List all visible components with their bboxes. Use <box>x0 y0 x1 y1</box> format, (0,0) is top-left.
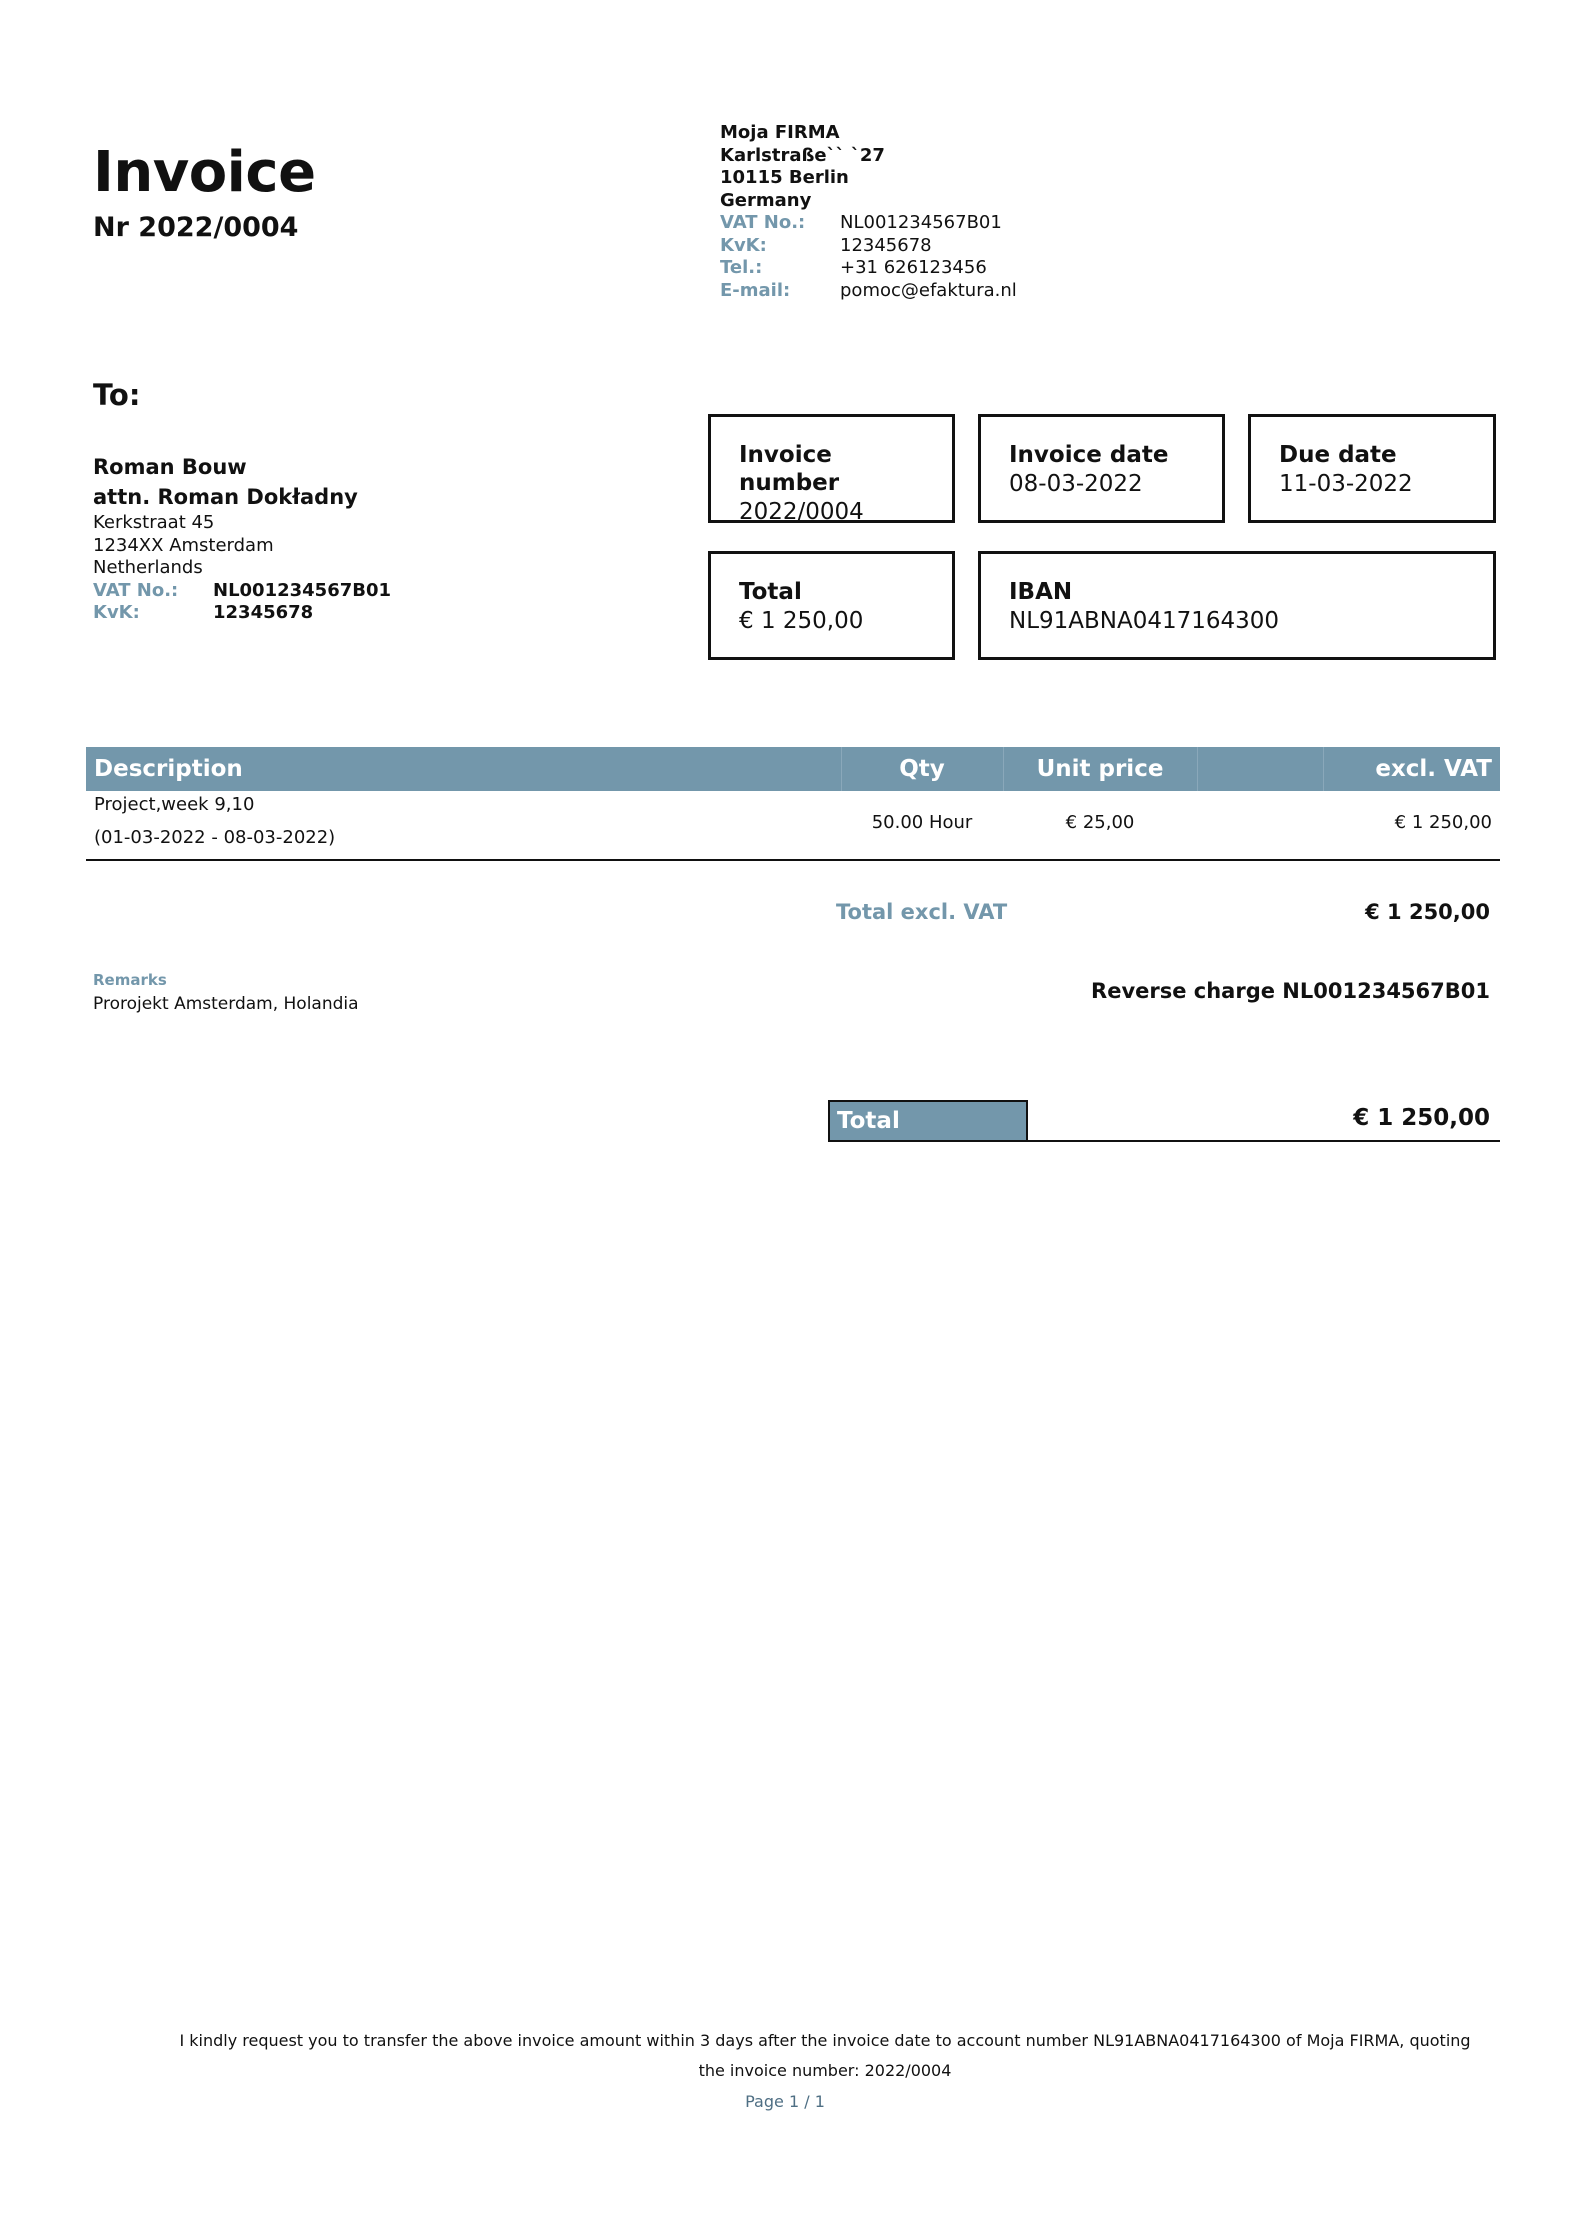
total-excl-vat-label: Total excl. VAT <box>836 900 1008 924</box>
client-street: Kerkstraat 45 <box>93 512 215 533</box>
invoice-number-label: Invoice number <box>739 442 840 496</box>
iban-value: NL91ABNA0417164300 <box>1009 608 1280 634</box>
header-excl-vat: excl. VAT <box>1375 756 1492 782</box>
table-row <box>86 791 1500 861</box>
header-separator <box>1197 747 1198 791</box>
invoice-number-value: 2022/0004 <box>739 499 864 525</box>
row-description: Project,week 9,10 <box>94 794 255 815</box>
grand-total-value: € 1 250,00 <box>1353 1105 1490 1131</box>
page-number: Page 1 / 1 <box>745 2092 825 2111</box>
due-date-box <box>1248 414 1496 523</box>
seller-tel-label: Tel.: <box>720 257 763 278</box>
seller-block <box>720 122 1017 302</box>
invoice-title: Invoice <box>93 140 316 205</box>
header-unit-price: Unit price <box>1036 756 1164 782</box>
seller-kvk-row <box>720 235 1017 258</box>
seller-city: 10115 Berlin <box>720 167 849 188</box>
seller-vat-value: NL001234567B01 <box>840 212 1002 233</box>
seller-tel-value: +31 626123456 <box>840 257 987 278</box>
total-box <box>708 551 955 660</box>
invoice-number-heading: Nr 2022/0004 <box>93 212 299 243</box>
client-vat-row <box>93 580 391 603</box>
client-vat-value: NL001234567B01 <box>213 579 392 601</box>
due-date-label: Due date <box>1279 442 1397 468</box>
grand-total-label: Total <box>828 1100 1028 1142</box>
remarks-label: Remarks <box>93 971 167 989</box>
table-header <box>86 747 1500 791</box>
invoice-date-label: Invoice date <box>1009 442 1169 468</box>
seller-email-label: E-mail: <box>720 279 791 301</box>
seller-street: Karlstraße`` `27 <box>720 144 885 166</box>
total-box-value: € 1 250,00 <box>739 608 864 634</box>
seller-name: Moja FIRMA <box>720 122 840 143</box>
seller-email-value: pomoc@efaktura.nl <box>840 279 1017 301</box>
client-kvk-row <box>93 602 391 625</box>
client-country: Netherlands <box>93 557 203 578</box>
row-excl-vat: € 1 250,00 <box>1394 812 1492 833</box>
client-attention: attn. Roman Dokładny <box>93 485 358 509</box>
seller-email-row <box>720 280 1017 303</box>
header-qty: Qty <box>899 756 945 782</box>
reverse-charge-note: Reverse charge NL001234567B01 <box>1091 979 1490 1003</box>
client-vat-label: VAT No.: <box>93 579 179 601</box>
invoice-date-box <box>978 414 1225 523</box>
iban-label: IBAN <box>1009 579 1073 605</box>
row-period: (01-03-2022 - 08-03-2022) <box>94 827 336 848</box>
line-items-table <box>86 747 1500 861</box>
seller-vat-label: VAT No.: <box>720 212 806 233</box>
row-unit-price: € 25,00 <box>1065 812 1135 833</box>
header-description: Description <box>94 756 243 782</box>
total-box-label: Total <box>739 579 802 605</box>
seller-tel-row <box>720 257 1017 280</box>
seller-country: Germany <box>720 189 812 211</box>
seller-kvk-label: KvK: <box>720 234 767 256</box>
client-kvk-value: 12345678 <box>213 602 314 623</box>
due-date-value: 11-03-2022 <box>1279 471 1413 497</box>
payment-instructions: I kindly request you to transfer the above invoice amount within 3 days after the invoice date to account number NL91ABNA0417164300 of Moja FIRMA, quoting the invoice number: 2022/0004 <box>179 2031 1471 2080</box>
client-name: Roman Bouw <box>93 455 247 479</box>
seller-vat-row <box>720 212 1017 235</box>
row-qty: 50.00 Hour <box>871 812 973 833</box>
invoice-date-value: 08-03-2022 <box>1009 471 1143 497</box>
seller-kvk-value: 12345678 <box>840 234 932 256</box>
to-label: To: <box>93 378 141 412</box>
client-block <box>93 452 391 625</box>
client-city: 1234XX Amsterdam <box>93 534 274 556</box>
iban-box <box>978 551 1496 660</box>
invoice-number-box <box>708 414 955 523</box>
total-excl-vat-value: € 1 250,00 <box>1365 900 1490 924</box>
remarks-text: Prorojekt Amsterdam, Holandia <box>93 994 359 1014</box>
client-kvk-label: KvK: <box>93 602 140 623</box>
header-separator <box>1323 747 1324 791</box>
